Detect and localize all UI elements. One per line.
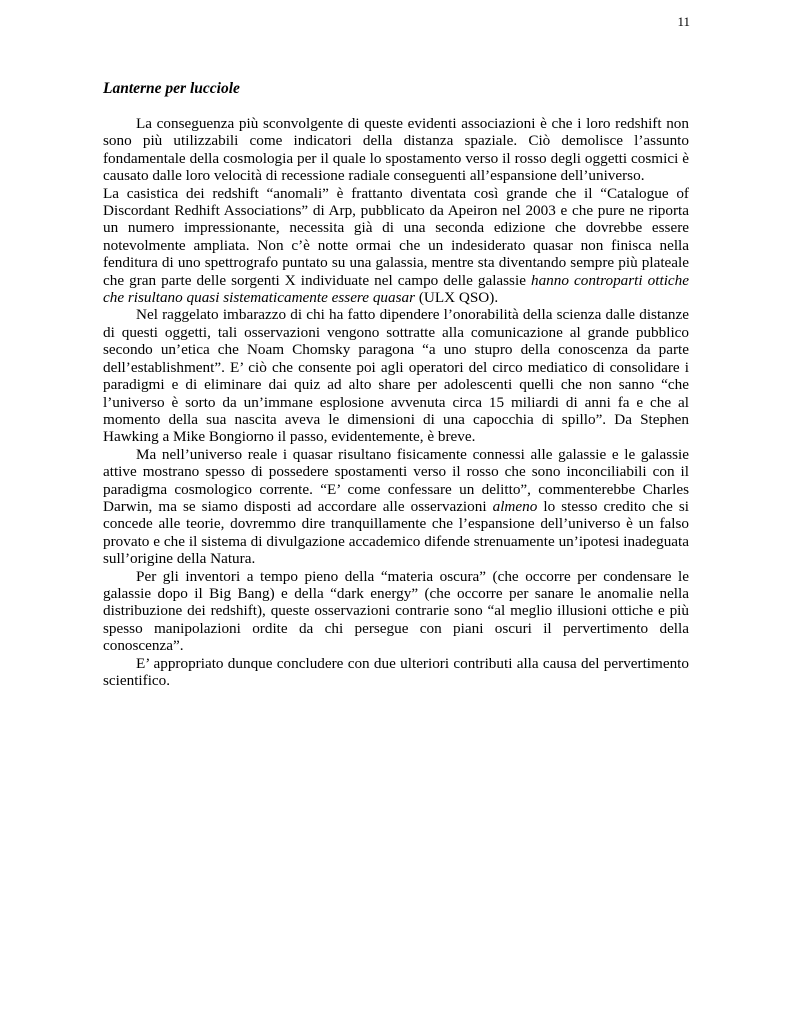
paragraph-2-text-end: (ULX QSO). [415,289,499,307]
paragraph-4-text-start: Ma nell’universo reale i quasar risultano fisicamente connessi alle galassie e le galassie attive mostrano spesso di possedere spostamenti verso il rosso che sono inconciliabili con il paradigma cosmologico corrente. “E’ come confessare un delitto”, commenterebbe Charles Darwin, ma se siamo disposti ad accordare alle osservazioni [103,445,689,515]
paragraph-6: E’ appropriato dunque concludere con due ulteriori contributi alla causa del pervertimento scientifico. [103,654,689,689]
paragraph-4-text-end: lo stesso credito che si concede alle teorie, dovremmo dire tranquillamente che l’espansione dell’universo è un falso provato e che il sistema di divulgazione accademico difende strenuamente un’ipotesi inadeguata sull’origine della Natura. [103,497,689,568]
paragraph-5: Per gli inventori a tempo pieno della “materia oscura” (che occorre per condensare le galassie dopo il Big Bang) e della “dark energy” (che occorre per sanare le anomalie nella distribuzione dei redshift), queste osservazioni contrarie sono “al meglio illusioni ottiche e più spesso manipolazioni ordite da chi persegue con piani oscuri il pervertimento della conoscenza”. [103,567,689,655]
paragraph-1: La conseguenza più sconvolgente di queste evidenti associazioni è che i loro redshift non sono più utilizzabili come indicatori della distanza spaziale. Ciò demolisce l’assunto fondamentale della cosmologia per il quale lo spostamento verso il rosso degli oggetti cosmici è causato dalle loro velocità di recessione radiale conseguenti all’espansione dell’universo. [103,115,689,185]
paragraph-4 [103,446,689,568]
paragraph-3: Nel raggelato imbarazzo di chi ha fatto dipendere l’onorabilità della scienza dalle distanze di questi oggetti, tali osservazioni vengono sottratte alla comunicazione al grande pubblico secondo un’etica che Noam Chomsky paragona “a uno stupro della conoscenza da parte dell’establishment”. E’ ciò che consente poi agli operatori del circo mediatico di consolidare i paradigmi e di eliminare dai quiz ad alto share per adolescenti quelli che non sanno “che l’universo è sorto da un’immane esplosione avvenuta circa 15 miliardi di anni fa e che al momento della sua nascita aveva le dimensioni di una capocchia di spillo”. Da Stephen Hawking a Mike Bongiorno il passo, evidentemente, è breve. [103,306,689,446]
paragraph-2-text-start: La casistica dei redshift “anomali” è frattanto diventata così grande che il “Catalogue of Discordant Redhift Associations” di Arp, pubblicato da Apeiron nel 2003 e che pure ne riporta un numero impressionante, necessita già di una seconda edizione che dovrebbe essere notevolmente ampliata. Non c’è notte ormai che un indesiderato quasar non finisca nella fenditura di uno spettrografo puntato su una galassia, mentre sta diventando sempre più plateale che gran parte delle sorgenti X individuate nel campo delle galassie [103,184,689,289]
page-number: 11 [677,14,690,29]
paragraph-4-italic-text: almeno [492,497,538,515]
paragraph-2-italic-text: hanno controparti ottiche che risultano quasi sistematicamente essere quasar [103,271,689,307]
paragraph-2 [103,185,689,307]
section-title: Lanterne per lucciole [103,80,240,97]
document-body [103,80,689,689]
